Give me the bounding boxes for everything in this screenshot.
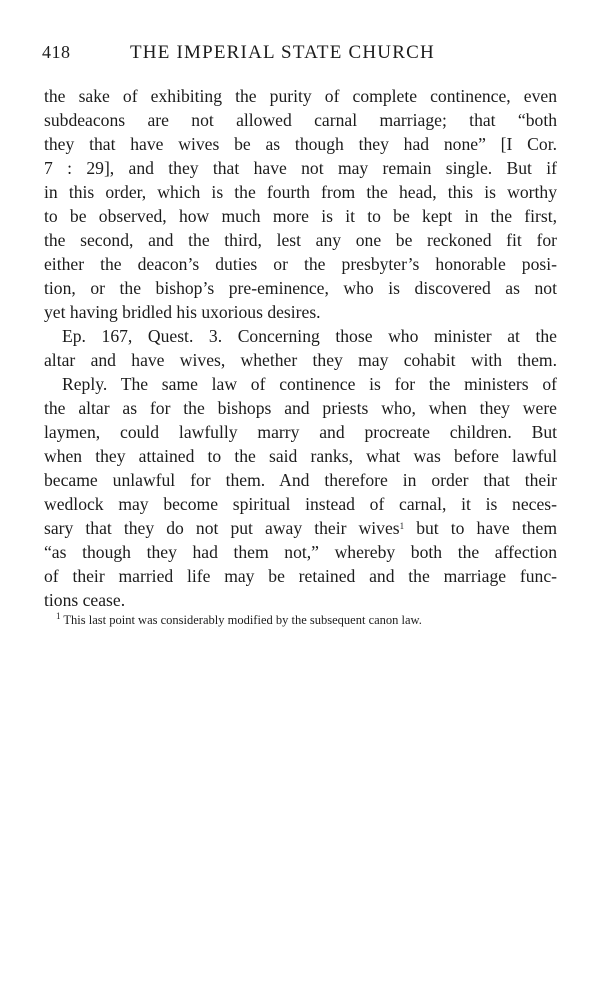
text-line: the sake of exhibiting the purity of complete continence, even bbox=[44, 86, 557, 106]
footnote-text: This last point was considerably modified by the subsequent canon law. bbox=[63, 613, 422, 627]
text-line: Reply. The same law of continence is for the ministers of bbox=[62, 374, 557, 394]
text-line: tions cease. bbox=[44, 590, 126, 610]
text-line: the altar as for the bishops and priests who, when they were bbox=[44, 398, 557, 418]
running-header bbox=[42, 42, 570, 66]
text-line: “as though they had them not,” whereby both the affection bbox=[44, 542, 557, 562]
footnote-reference: 1 bbox=[399, 521, 405, 531]
text-line: tion, or the bishop’s pre-eminence, who is discovered as not bbox=[44, 278, 557, 298]
text-line: 7 : 29], and they that have not may remain single. But if bbox=[44, 158, 557, 178]
text-line: yet having bridled his uxorious desires. bbox=[44, 302, 321, 322]
text-line: wedlock may become spiritual instead of carnal, it is neces- bbox=[44, 494, 557, 514]
running-title: THE IMPERIAL STATE CHURCH bbox=[130, 42, 435, 63]
text-segment: sary that they do not put away their wives bbox=[44, 518, 400, 538]
text-line: altar and have wives, whether they may cohabit with them. bbox=[44, 350, 557, 370]
page-number: 418 bbox=[42, 42, 71, 62]
text-line: the second, and the third, lest any one be reckoned fit for bbox=[44, 230, 557, 250]
text-line: became unlawful for them. And therefore in order that their bbox=[44, 470, 557, 490]
body-text bbox=[44, 84, 557, 612]
text-line: they that have wives be as though they had none” [I Cor. bbox=[44, 134, 557, 154]
text-line: Ep. 167, Quest. 3. Concerning those who minister at the bbox=[62, 326, 557, 346]
text-line: when they attained to the said ranks, what was before lawful bbox=[44, 446, 557, 466]
text-line: in this order, which is the fourth from the head, this is worthy bbox=[44, 182, 557, 202]
text-line: either the deacon’s duties or the presbyter’s honorable posi- bbox=[44, 254, 557, 274]
text-line: laymen, could lawfully marry and procreate children. But bbox=[44, 422, 557, 442]
footnote-marker: 1 bbox=[56, 611, 61, 621]
footnote bbox=[56, 612, 422, 628]
text-line: of their married life may be retained and the marriage func- bbox=[44, 566, 557, 586]
text-line: to be observed, how much more is it to be kept in the first, bbox=[44, 206, 557, 226]
text-line: subdeacons are not allowed carnal marriage; that “both bbox=[44, 110, 557, 130]
text-segment: but to have them bbox=[416, 518, 558, 538]
text-line bbox=[44, 516, 557, 540]
